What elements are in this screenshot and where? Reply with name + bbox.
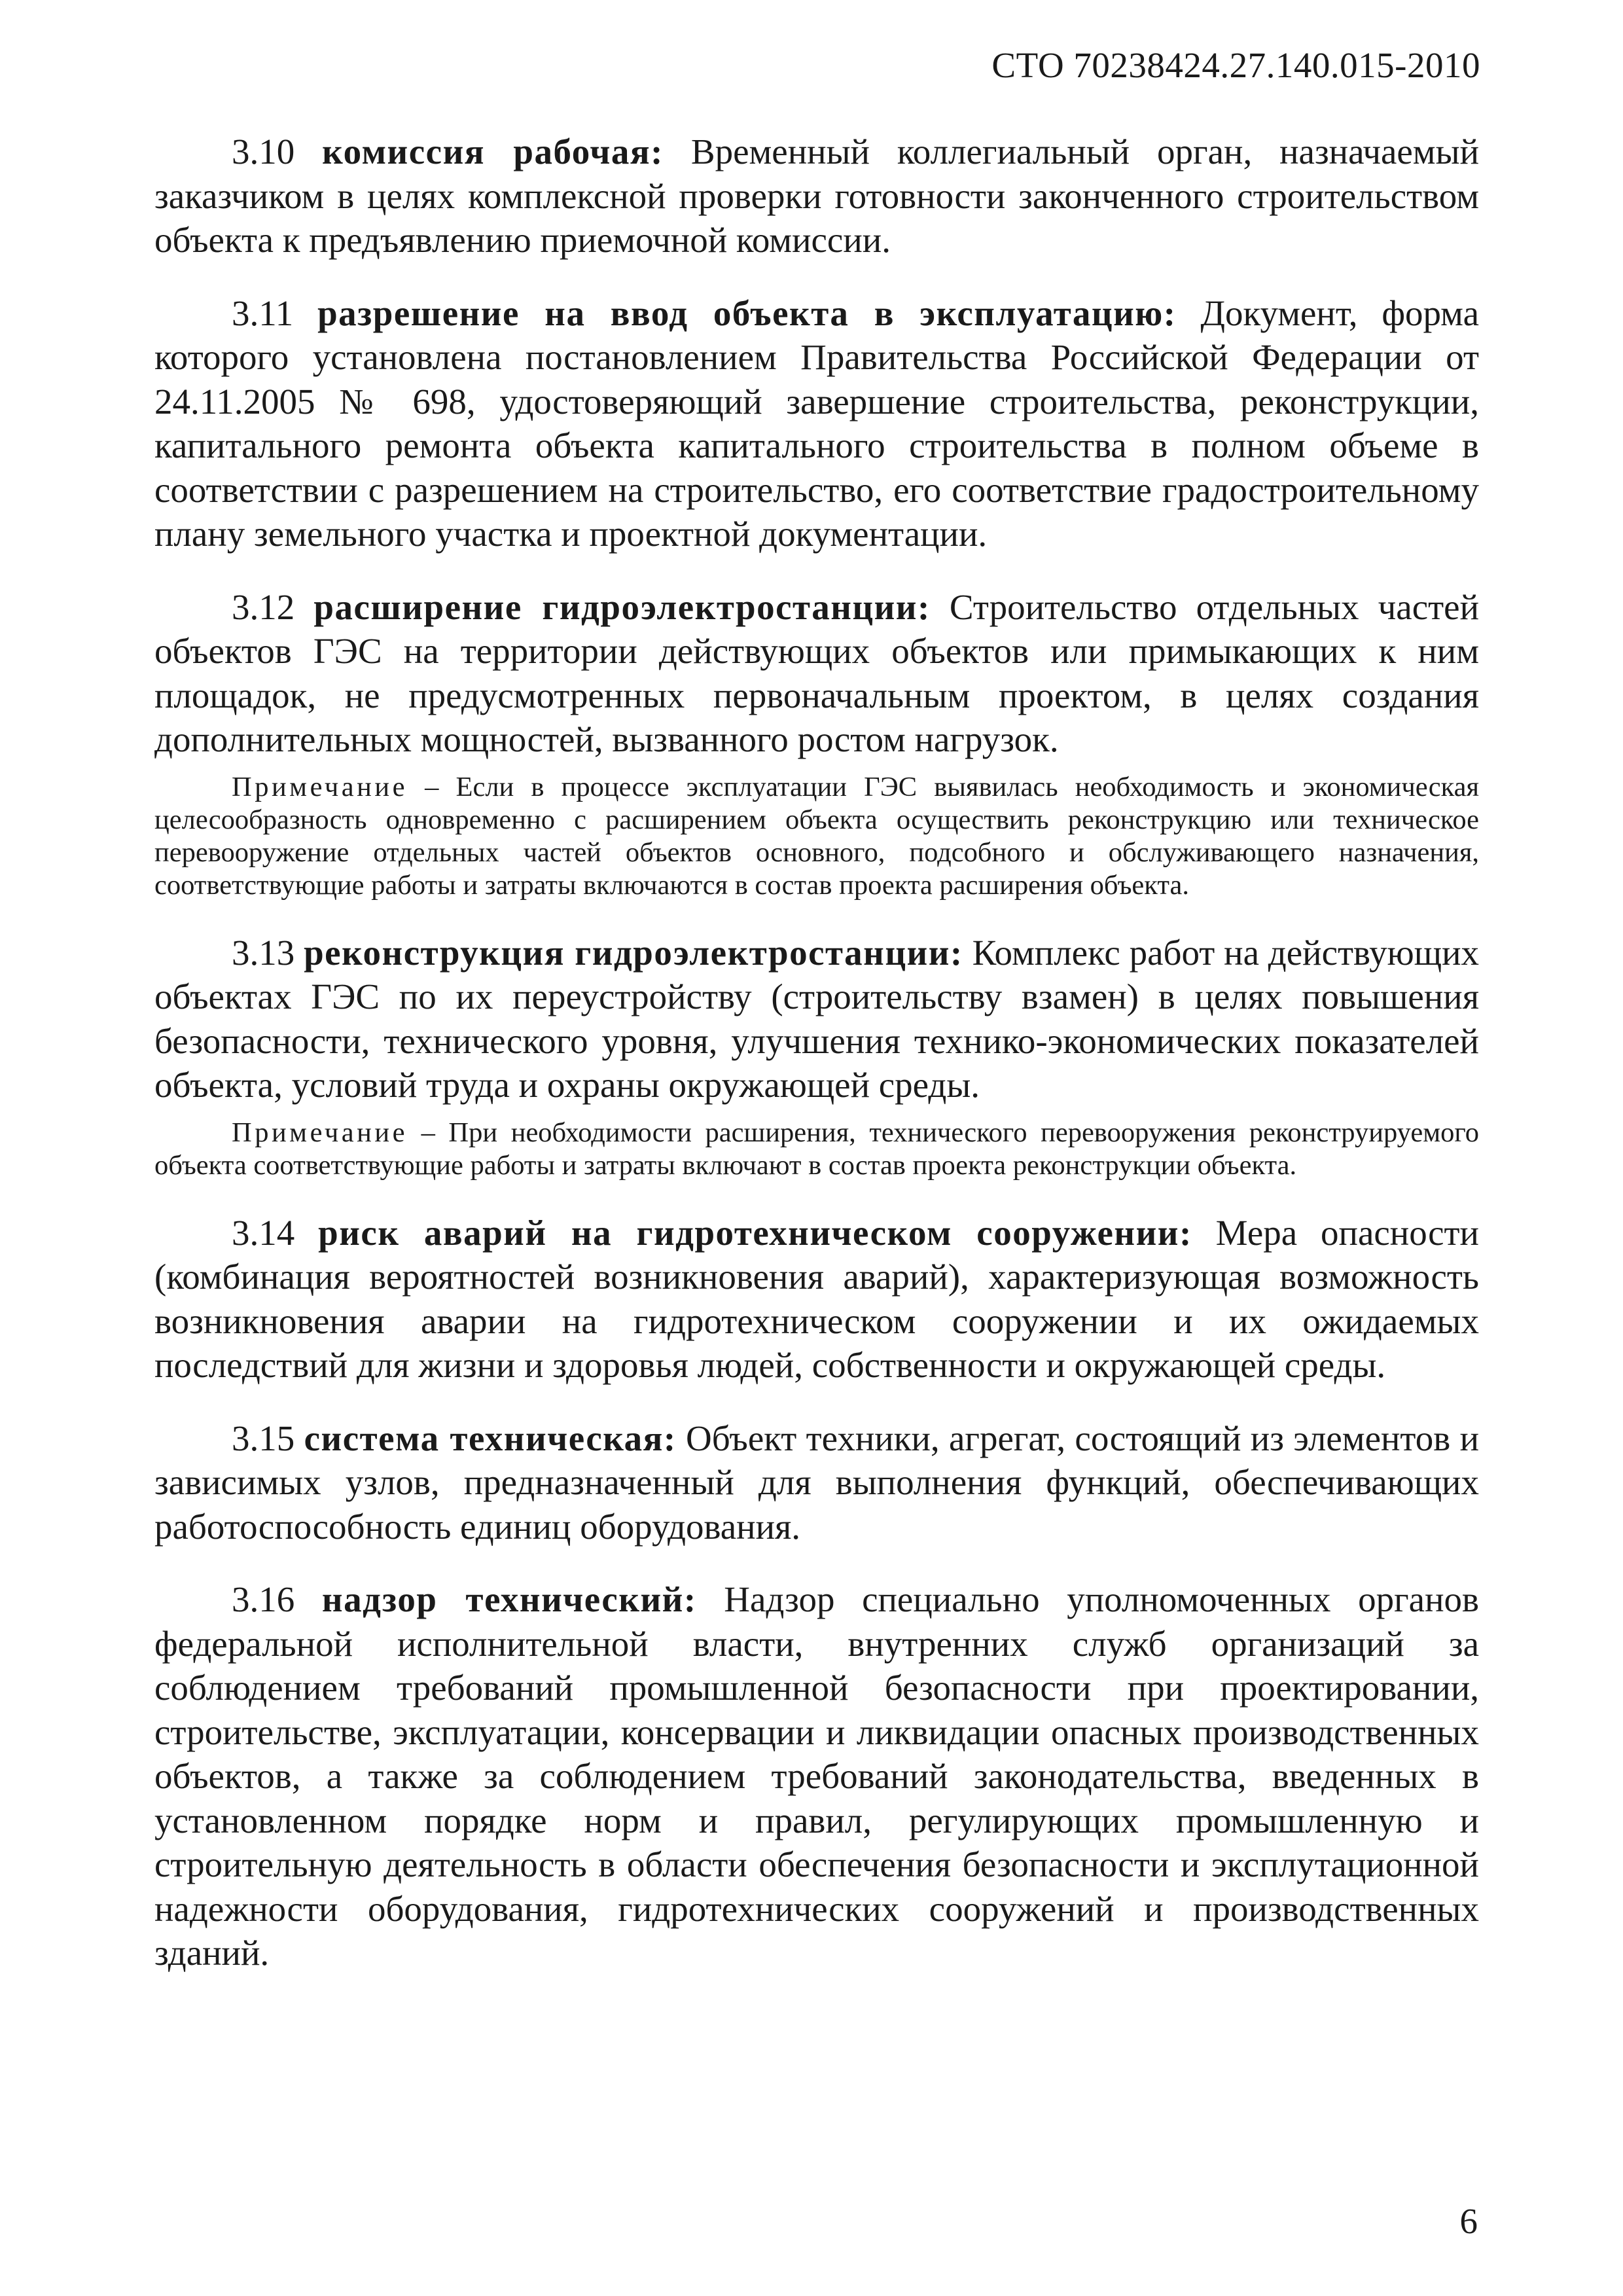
term-3-15 — [154, 1416, 1479, 1549]
document-body — [154, 130, 1479, 2004]
term-3-16 — [154, 1577, 1479, 1975]
term-number: 3.10 — [232, 132, 295, 171]
document-code: СТО 70238424.27.140.015-2010 — [991, 45, 1480, 85]
term-title: расширение гидроэлектростанции: — [313, 586, 931, 627]
note-3-13 — [154, 1117, 1479, 1182]
note-text: Если в процессе эксплуатации ГЭС выявилась необходимость и экономическая целесообразность одновременно с расширением объекта осуществить реконструкцию или техническое перевооружение отдельных частей объектов основного, подсобного и обслуживающего назначения, соответствующие работы и затраты включаются в состав проекта расширения объекта. — [154, 771, 1479, 901]
note-text: При необходимости расширения, технического перевооружения реконструируемого объекта соответствующие работы и затраты включают в состав проекта реконструкции объекта. — [154, 1117, 1480, 1181]
term-definition: Временный коллегиальный орган, назначаемый заказчиком в целях комплексной проверки готовности законченного строительством объекта к предъявлению приемочной комиссии. — [154, 132, 1480, 260]
note-dash: – — [407, 1117, 449, 1148]
term-number: 3.14 — [232, 1212, 295, 1253]
term-definition: Комплекс работ на действующих объектах ГЭС по их переустройству (строительству взамен) в целях повышения безопасности, технического уровня, улучшения технико-экономических показателей объекта, условий труда и охраны окружающей среды. — [154, 932, 1480, 1105]
term-number: 3.11 — [232, 293, 294, 333]
note-label: Примечание — [232, 771, 408, 802]
term-title: риск аварий на гидротехническом сооружении: — [318, 1212, 1192, 1253]
term-title: система техническая: — [304, 1418, 677, 1458]
term-definition: Объект техники, агрегат, состоящий из элементов и зависимых узлов, предназначенный для выполнения функций, обеспечивающих работоспособность единиц оборудования. — [154, 1418, 1479, 1547]
term-number: 3.16 — [232, 1579, 295, 1619]
note-dash: – — [407, 771, 456, 802]
term-number: 3.12 — [232, 586, 295, 627]
term-definition: Мера опасности (комбинация вероятностей возникновения аварий), характеризующая возможность возникновения аварии на гидротехническом сооружении и их ожидаемых последствий для жизни и здоровья людей, собственности и окружающей среды. — [154, 1212, 1479, 1385]
term-definition: Документ, форма которого установлена постановлением Правительства Российской Федерации от 24.11.2005 № 698, удостоверяющий завершение строительства, реконструкции, капитального ремонта объекта капитального строительства в полном объеме в соответствии с разрешением на строительство, его соответствие градостроительному плану земельного участка и проектной документации. — [154, 293, 1480, 554]
term-number: 3.15 — [232, 1418, 295, 1458]
term-title: комиссия рабочая: — [322, 132, 664, 171]
note-3-12 — [154, 771, 1479, 902]
term-3-12 — [154, 585, 1479, 762]
term-definition: Надзор специально уполномоченных органов федеральной исполнительной власти, внутренних служб организаций за соблюдением требований промышленной безопасности при проектировании, строительстве, эксплуатации, консервации и ликвидации опасных производственных объектов, а также за соблюдением требований законодательства, введенных в установленном порядке норм и правил, регулирующих промышленную и строительную деятельность в области обеспечения безопасности и эксплутационной надежности оборудования, гидротехнических сооружений и производственных зданий. — [154, 1579, 1480, 1973]
term-definition: Строительство отдельных частей объектов ГЭС на территории действующих объектов или примыкающих к ним площадок, не предусмотренных первоначальным проектом, в целях создания дополнительных мощностей, вызванного ростом нагрузок. — [154, 586, 1480, 759]
term-3-13 — [154, 931, 1479, 1107]
term-title: разрешение на ввод объекта в эксплуатацию: — [317, 293, 1177, 333]
page-number: 6 — [1459, 2201, 1478, 2241]
term-3-11 — [154, 291, 1479, 556]
term-3-10 — [154, 130, 1479, 262]
term-title: надзор технический: — [321, 1579, 697, 1619]
term-title: реконструкция гидроэлектростанции: — [304, 932, 963, 973]
term-number: 3.13 — [232, 932, 295, 973]
note-label: Примечание — [232, 1117, 408, 1148]
term-3-14 — [154, 1211, 1479, 1388]
